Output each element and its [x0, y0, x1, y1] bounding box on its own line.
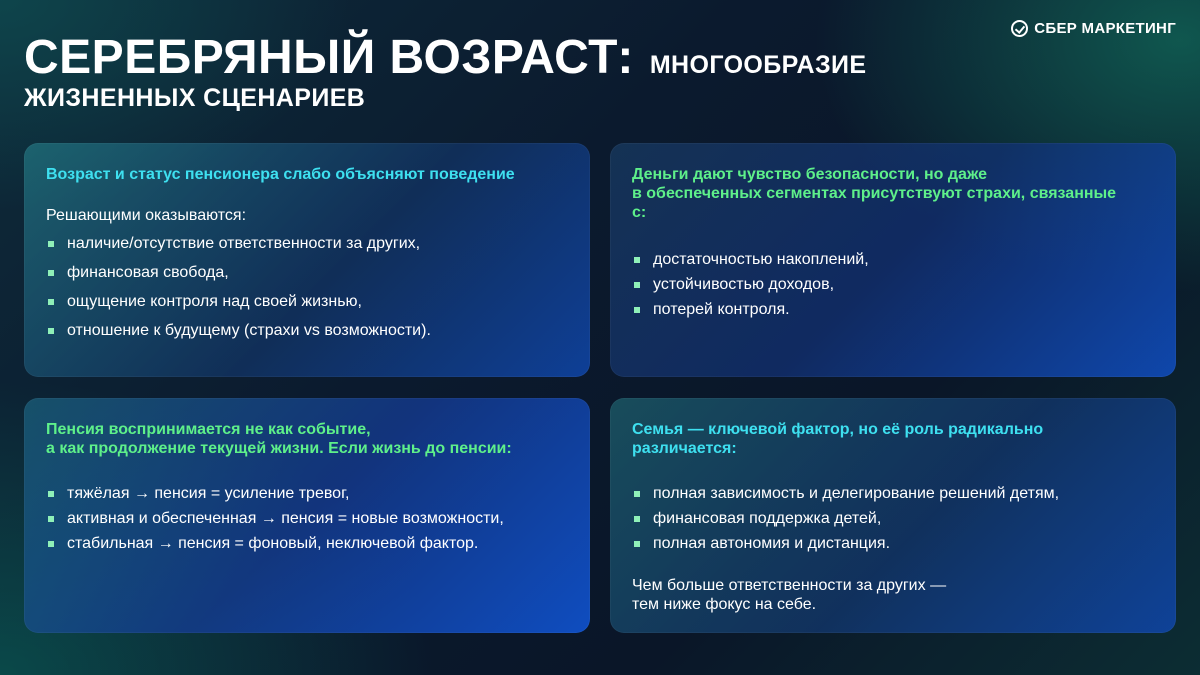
sber-check-icon — [1011, 20, 1028, 37]
list-item: активная и обеспеченная → пенсия = новые возможности, — [46, 509, 568, 529]
heading-line: различается: — [632, 440, 737, 457]
list-item: тяжёлая → пенсия = усиление тревог, — [46, 484, 568, 504]
list-item: ощущение контроля над своей жизнью, — [46, 292, 568, 312]
card-family-factor — [610, 398, 1176, 633]
card-lead: Решающими оказываются: — [46, 207, 247, 224]
heading-line: а как продолжение текущей жизни. Если жизнь до пенсии: — [46, 440, 512, 457]
closing-line: тем ниже фокус на себе. — [632, 596, 817, 613]
title-sub-line1: МНОГООБРАЗИЕ — [649, 51, 867, 79]
card-age-status — [24, 143, 590, 377]
slide-title — [24, 30, 866, 112]
card-money-security — [610, 143, 1176, 377]
list-item: отношение к будущему (страхи vs возможности). — [46, 321, 568, 341]
card-heading — [632, 420, 1154, 458]
list-item: достаточностью накоплений, — [632, 250, 1154, 270]
bullet-list — [632, 250, 1154, 320]
card-pension-continuation — [24, 398, 590, 633]
closing-line: Чем больше ответственности за других — — [632, 577, 947, 594]
card-heading — [632, 165, 1154, 222]
list-item: потерей контроля. — [632, 300, 1154, 320]
list-item: устойчивостью доходов, — [632, 275, 1154, 295]
heading-line: с: — [632, 204, 647, 221]
bullet-list — [46, 484, 568, 554]
list-item: полная зависимость и делегирование решений детям, — [632, 484, 1154, 504]
brand-logo — [1011, 20, 1176, 37]
bullet-list — [632, 484, 1154, 554]
list-item: финансовая поддержка детей, — [632, 509, 1154, 529]
brand-name: СБЕР МАРКЕТИНГ — [1034, 20, 1176, 37]
heading-line: Пенсия воспринимается не как событие, — [46, 421, 371, 438]
heading-line: Семья — ключевой фактор, но её роль радикально — [632, 421, 1044, 438]
card-heading — [46, 420, 568, 458]
list-item: финансовая свобода, — [46, 263, 568, 283]
heading-line: в обеспеченных сегментах присутствуют страхи, связанные — [632, 185, 1117, 202]
card-heading: Возраст и статус пенсионера слабо объясняют поведение — [46, 166, 515, 183]
card-closing — [632, 576, 1154, 614]
list-item: полная автономия и дистанция. — [632, 534, 1154, 554]
bullet-list — [46, 234, 568, 341]
list-item: наличие/отсутствие ответственности за других, — [46, 234, 568, 254]
title-main: СЕРЕБРЯНЫЙ ВОЗРАСТ: — [24, 31, 634, 84]
list-item: стабильная → пенсия = фоновый, неключевой фактор. — [46, 534, 568, 554]
title-sub-line2: ЖИЗНЕННЫХ СЦЕНАРИЕВ — [24, 84, 366, 112]
heading-line: Деньги дают чувство безопасности, но даже — [632, 166, 987, 183]
